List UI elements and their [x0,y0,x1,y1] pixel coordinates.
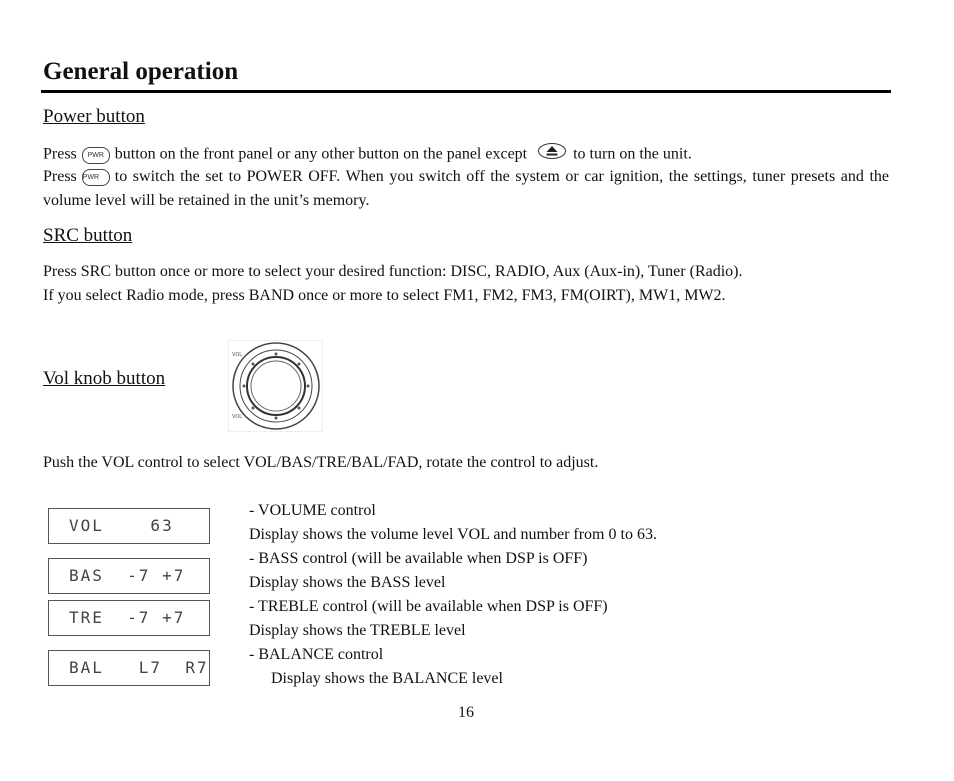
lcd-tre-display: TRE -7 +7 [48,600,210,636]
volume-title: - VOLUME control [249,502,376,519]
src-line-1: Press SRC button once or more to select your desired function: DISC, RADIO, Aux (Aux-in), Tuner (Radio). [43,263,743,280]
vol-knob-illustration [228,340,323,432]
power-heading: Power button [43,106,145,127]
power-text-press: Press [43,145,77,163]
title-rule [41,90,891,93]
power-paragraph-2 [43,165,889,213]
src-heading: SRC button [43,225,133,246]
lcd-vol-display: VOL 63 [48,508,210,544]
page-number: 16 [458,704,474,721]
vol-instruction: Push the VOL control to select VOL/BAS/TRE/BAL/FAD, rotate the control to adjust. [43,454,599,471]
bass-text: Display shows the BASS level [249,574,446,591]
power-text-line1-end: to turn on the unit. [573,145,692,163]
treble-text: Display shows the TREBLE level [249,622,466,639]
bass-title: - BASS control (will be available when DSP is OFF) [249,550,588,567]
vol-heading: Vol knob button [43,368,166,389]
src-line-2: If you select Radio mode, press BAND once or more to select FM1, FM2, FM3, FM(OIRT), MW1, MW2. [43,287,726,304]
knob-label-bottom: VOL [232,414,243,420]
lcd-bal-display: BAL L7 R7 [48,650,210,686]
balance-text: Display shows the BALANCE level [271,670,503,687]
power-text-line1: button on the front panel or any other button on the panel except [114,145,528,163]
power-text-line2: to switch the set to POWER OFF. When you switch off the system or car ignition, the settings, tuner presets and the volume level will be retained in the unit’s memory. [43,168,889,209]
page-title: General operation [43,58,239,85]
knob-label-top: VOL [232,352,243,358]
power-button-icon: PWR [82,147,110,164]
balance-title: - BALANCE control [249,646,384,663]
power-button-icon-2: PWR [82,169,110,186]
volume-text: Display shows the volume level VOL and number from 0 to 63. [249,526,657,543]
power-text-press-2: Press [43,168,77,185]
lcd-bas-display: BAS -7 +7 [48,558,210,594]
treble-title: - TREBLE control (will be available when DSP is OFF) [249,598,608,615]
